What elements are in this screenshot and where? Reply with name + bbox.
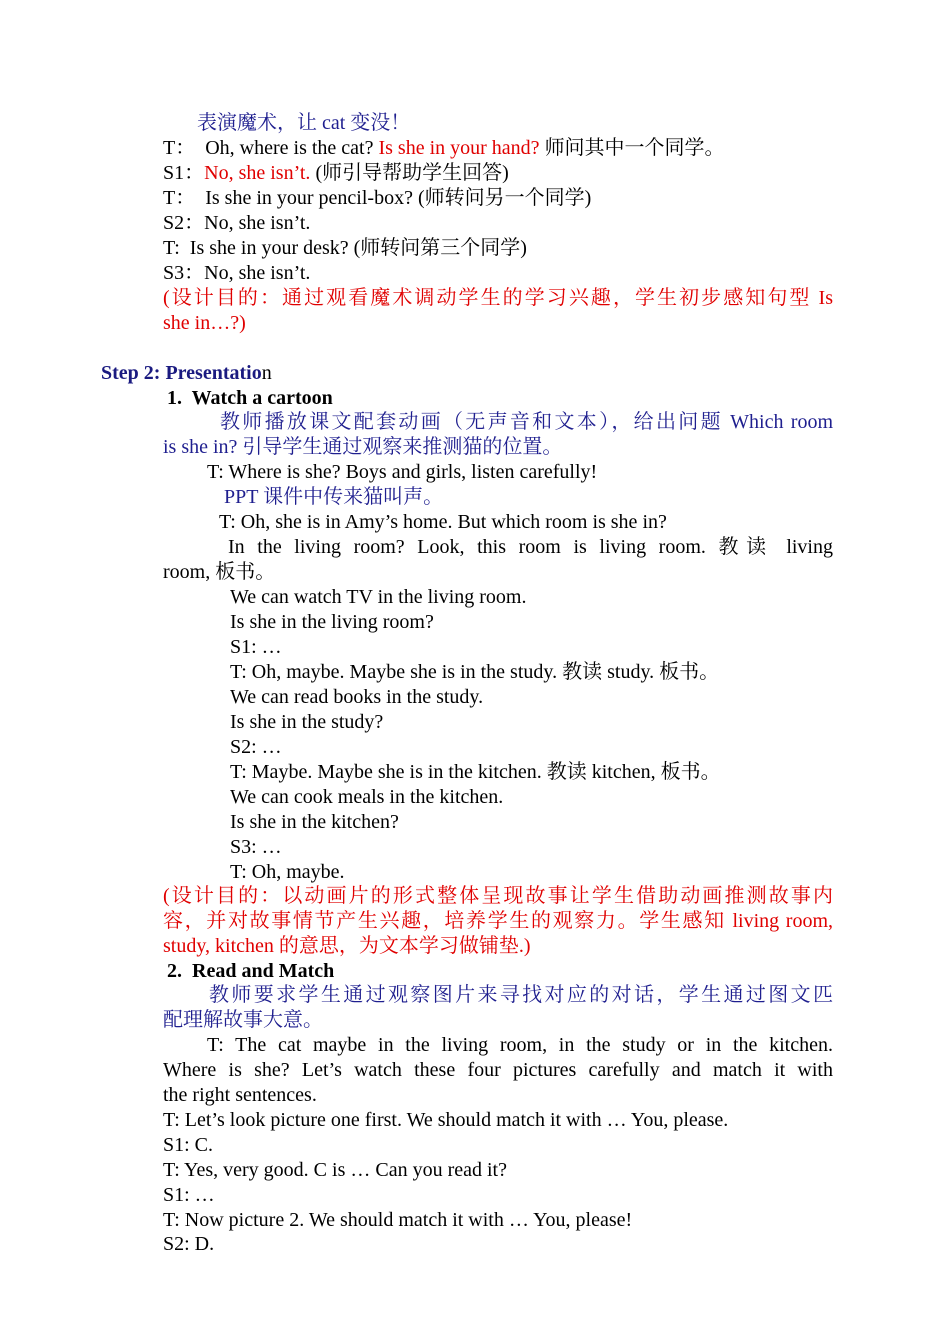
dialogue-line: Is she in the kitchen? xyxy=(230,811,399,833)
dialogue-line: T: Oh, maybe. xyxy=(230,861,345,883)
dialogue-line: S1: C. xyxy=(163,1134,214,1156)
dialogue-line: T： Oh, where is the cat? Is she in your hand? 师问其中一个同学。 xyxy=(163,137,725,159)
dialogue-line: T: The cat maybe in the living room, in the study or in the kitchen. xyxy=(207,1034,833,1056)
teacher-note: 教师要求学生通过观察图片来寻找对应的对话，学生通过图文匹 xyxy=(209,984,833,1006)
dialogue-line: T: Oh, she is in Amy’s home. But which room is she in? xyxy=(219,511,667,533)
design-purpose-note: study, kitchen 的意思，为文本学习做铺垫.) xyxy=(163,935,531,957)
dialogue-line: Is she in the living room? xyxy=(230,611,434,633)
dialogue-line: T: Oh, maybe. Maybe she is in the study. 教读 study. 板书。 xyxy=(230,661,720,683)
dialogue-line: T: Maybe. Maybe she is in the kitchen. 教读 kitchen, 板书。 xyxy=(230,761,721,783)
magic-note: 表演魔术，让 cat 变没！ xyxy=(197,112,411,134)
teacher-note: is she in? 引导学生通过观察来推测猫的位置。 xyxy=(163,436,563,458)
dialogue-line: S2: D. xyxy=(163,1233,215,1255)
teacher-note: 配理解故事大意。 xyxy=(163,1009,323,1031)
design-purpose-note: (设计目的：通过观看魔术调动学生的学习兴趣，学生初步感知句型 Is xyxy=(163,287,833,309)
design-purpose-note: she in…?) xyxy=(163,312,246,334)
dialogue-line: T: Is she in your desk? (师转问第三个同学) xyxy=(163,237,527,259)
dialogue-line: T: Now picture 2. We should match it with … You, please! xyxy=(163,1209,633,1231)
dialogue-line: Where is she? Let’s watch these four pictures carefully and match it with xyxy=(163,1059,833,1081)
dialogue-line: S1: … xyxy=(230,636,282,658)
subsection-heading: 1. Watch a cartoon xyxy=(167,387,333,409)
dialogue-line: S3: … xyxy=(230,836,282,858)
dialogue-line: T: Let’s look picture one first. We should match it with … You, please. xyxy=(163,1109,729,1131)
dialogue-line: In the living room? Look, this room is living room. 教读 living xyxy=(228,536,833,558)
teacher-note: PPT 课件中传来猫叫声。 xyxy=(224,486,444,508)
dialogue-line: S3：No, she isn’t. xyxy=(163,262,311,284)
dialogue-line: the right sentences. xyxy=(163,1084,317,1106)
dialogue-line: S2: … xyxy=(230,736,282,758)
dialogue-line: T: Where is she? Boys and girls, listen carefully! xyxy=(207,461,598,483)
dialogue-line: T： Is she in your pencil-box? (师转问另一个同学) xyxy=(163,187,592,209)
dialogue-line: We can watch TV in the living room. xyxy=(230,586,527,608)
subsection-heading: 2. Read and Match xyxy=(167,960,335,982)
dialogue-line: T: Yes, very good. C is … Can you read it? xyxy=(163,1159,507,1181)
dialogue-line: Is she in the study? xyxy=(230,711,384,733)
section-heading: Step 2: Presentation xyxy=(101,362,272,384)
dialogue-line: S1: … xyxy=(163,1184,215,1206)
dialogue-line: We can read books in the study. xyxy=(230,686,484,708)
design-purpose-note: (设计目的：以动画片的形式整体呈现故事让学生借助动画推测故事内 xyxy=(163,885,833,907)
design-purpose-note: 容，并对故事情节产生兴趣，培养学生的观察力。学生感知 living room, xyxy=(163,910,833,932)
dialogue-line: room, 板书。 xyxy=(163,561,276,583)
teacher-note: 教师播放课文配套动画（无声音和文本），给出问题 Which room xyxy=(220,411,833,433)
dialogue-line: We can cook meals in the kitchen. xyxy=(230,786,504,808)
dialogue-line: S2：No, she isn’t. xyxy=(163,212,311,234)
dialogue-line: S1：No, she isn’t. (师引导帮助学生回答) xyxy=(163,162,509,184)
